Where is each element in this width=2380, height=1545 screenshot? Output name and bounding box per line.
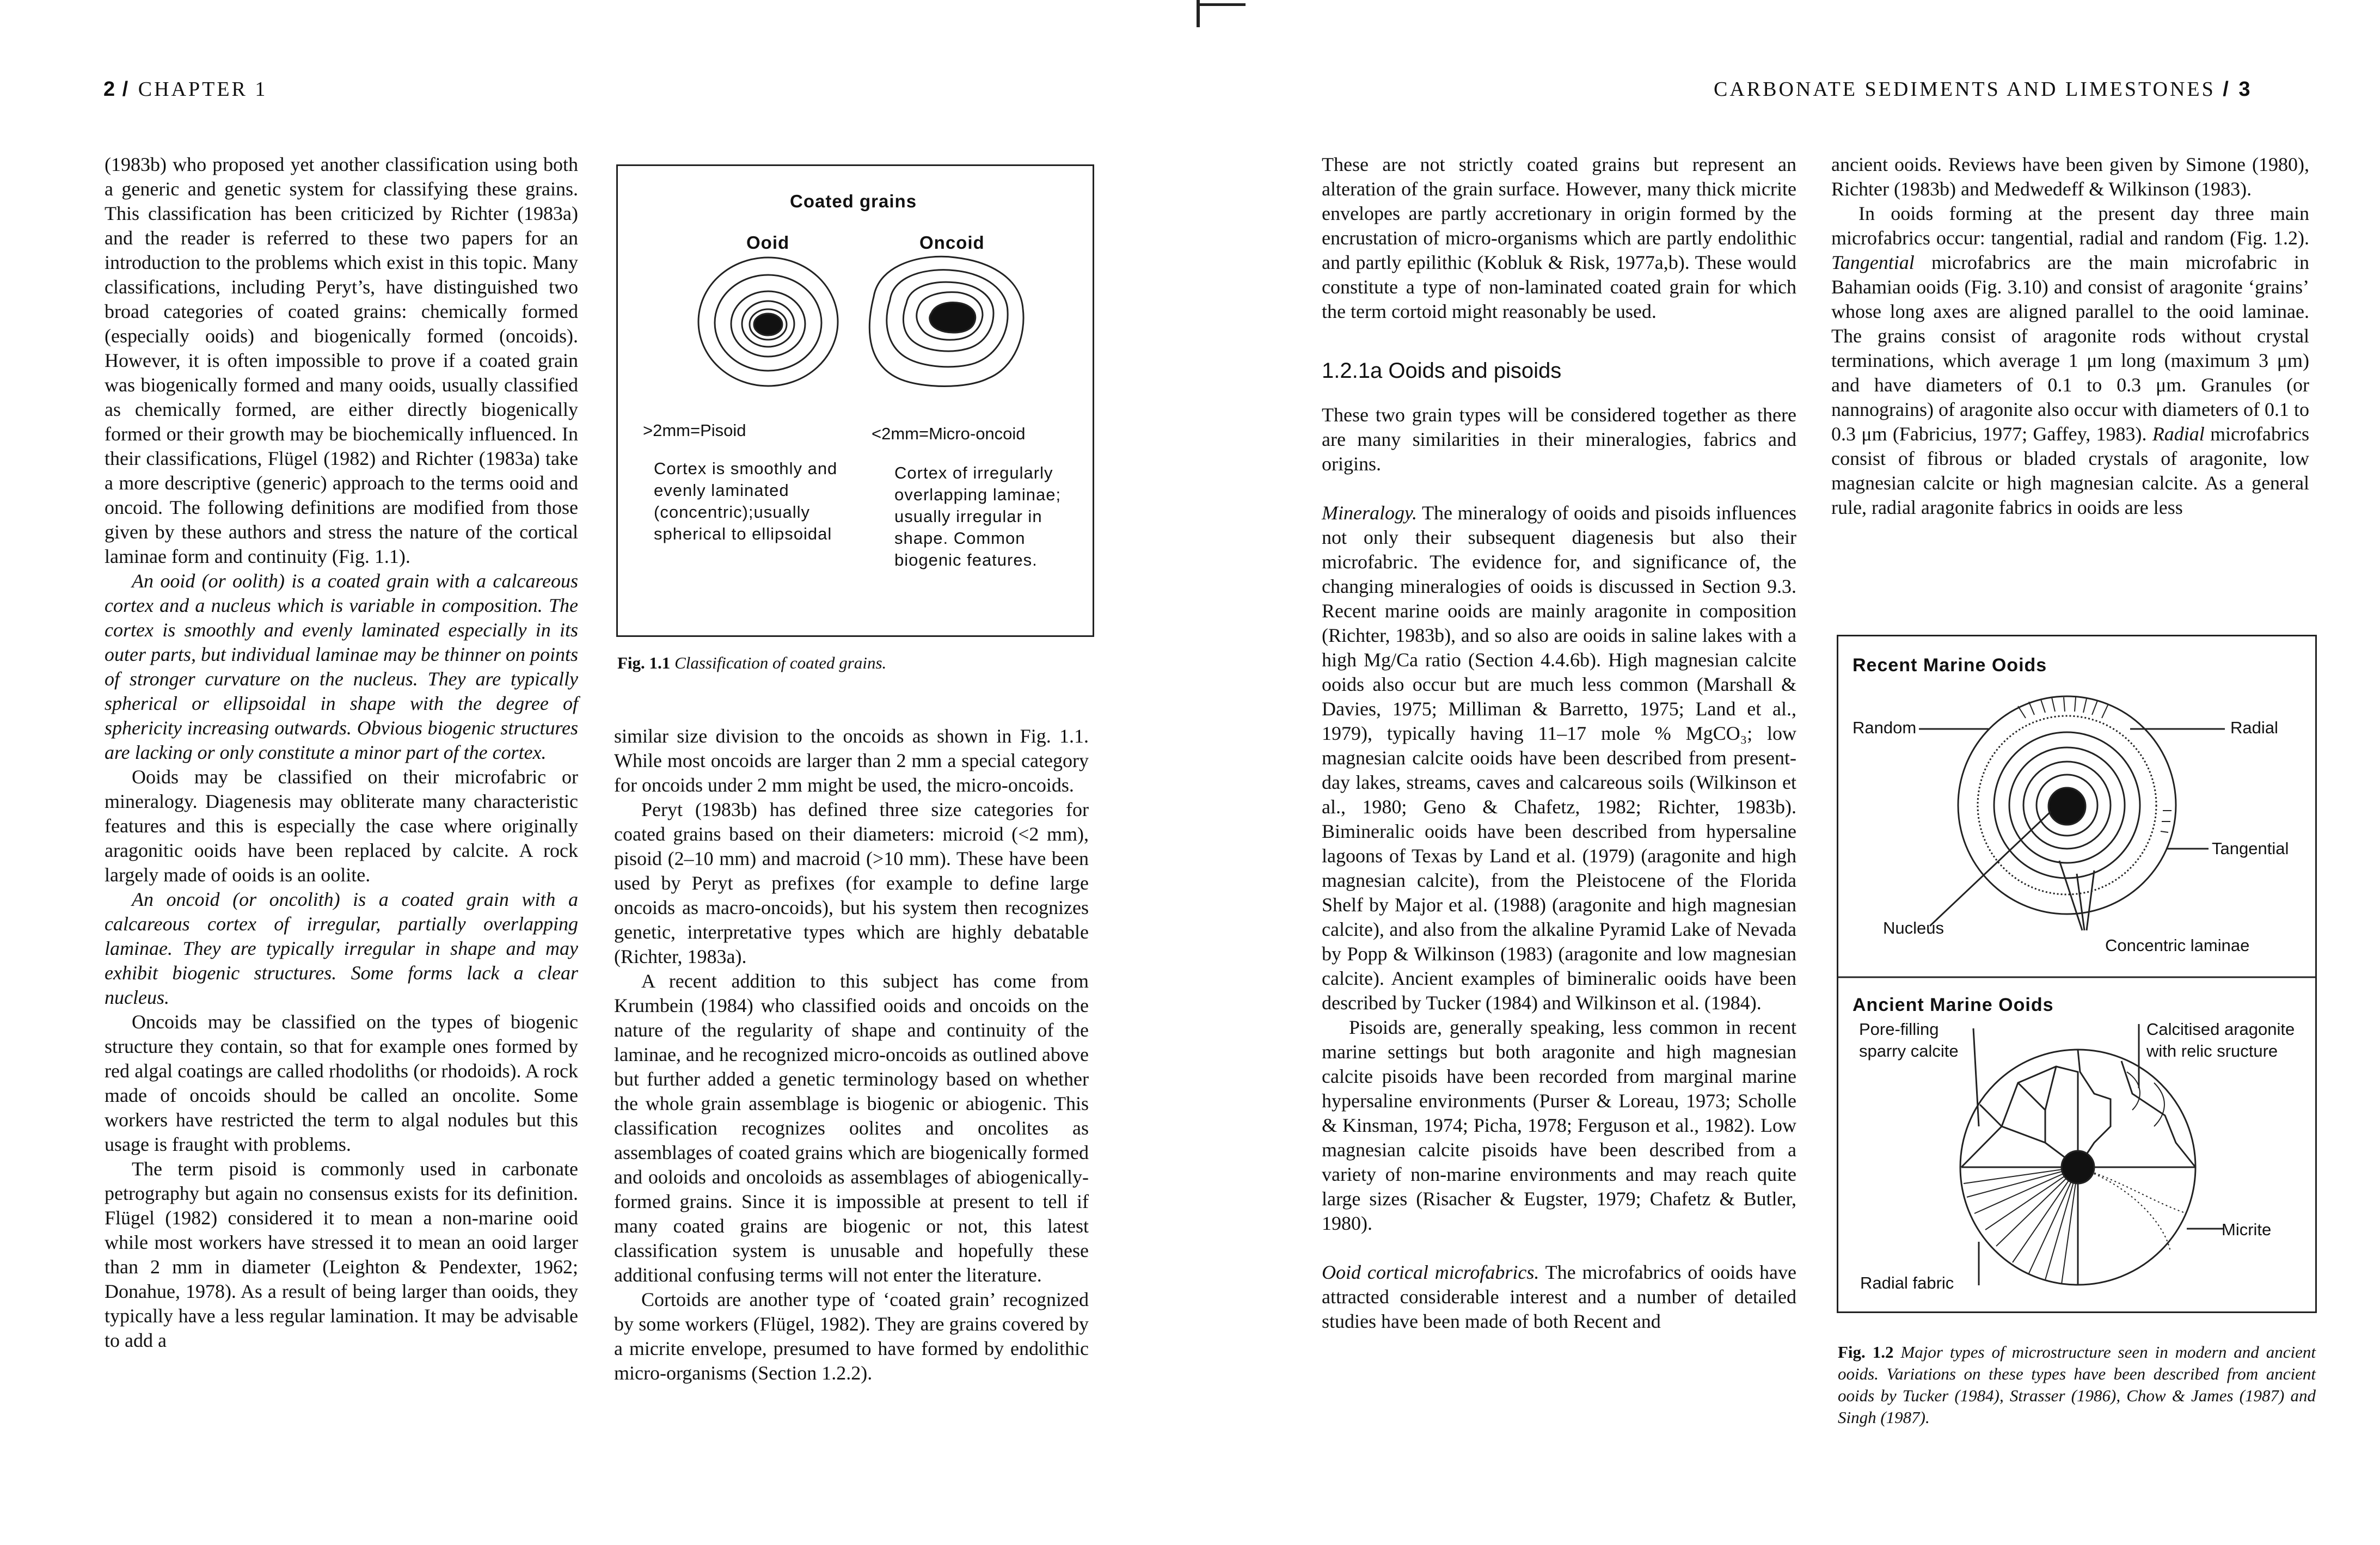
fig2-ancient-title: Ancient Marine Ooids <box>1853 995 2054 1015</box>
col2-paragraph: similar size division to the oncoids as shown in Fig. 1.1. While most oncoids are larger than 2 mm a special category for oncoids under 2 mm might be used, the micro-oncoids. <box>614 725 1089 796</box>
oncoid-drawing <box>869 256 1023 386</box>
fig2-calcitised-2: with relic sructure <box>2146 1041 2278 1060</box>
ooid-definition: An ooid (or oolith) is a coated grain with a calcareous cortex and a nucleus which is variable in composition. The cortex is smoothly and evenly laminated especially in its outer parts, but individual laminae may be thinner on points of stronger curvature on the nucleus. They are typically spherical or ellipsoidal in shape with the degree of sphericity increasing outwards. Obvious biogenic structures are lacking or only constitute a minor part of the cortex. <box>105 570 578 763</box>
left-chapter-title: CHAPTER 1 <box>138 78 268 101</box>
fig2-pore-filling-2: sparry calcite <box>1859 1041 1959 1060</box>
fig1-oncoid-label: Oncoid <box>919 232 985 253</box>
fig2-tangential-label: Tangential <box>2212 839 2289 858</box>
mineralogy-paragraph <box>1322 501 1796 1015</box>
recent-ooid-drawing <box>1919 696 2225 930</box>
fig2-concentric-label: Concentric laminae <box>2105 936 2250 955</box>
col1-paragraph: Ooids may be classified on their microfabric or mineralogy. Diagenesis may obliterate many characteristic features and this is especially the case where originally aragonitic ooids have been replaced by calcite. A rock largely made of ooids is an oolite. <box>105 766 578 886</box>
fig1-oncoid-description: Cortex of irregularly overlapping laminae; usually irregular in shape. Common biogenic features. <box>894 463 1062 569</box>
fig2-pore-filling-1: Pore-filling <box>1859 1020 1939 1039</box>
col3-paragraph: These are not strictly coated grains but represent an alteration of the grain surface. However, many thick micrite envelopes are partly accretionary in origin formed by the encrustation of micro-organisms which are partly endolithic and partly epilithic (Kobluk & Risk, 1977a,b). These would constitute a type of non-laminated coated grain for which the term cortoid might reasonably be used. <box>1322 154 1796 322</box>
microfabric-text: The microfabrics of ooids have attracted considerable interest and a number of detailed studies have been made of both Recent and <box>1322 1261 1796 1332</box>
right-column-3 <box>1322 152 1796 1334</box>
fig2-radial-fabric-label: Radial fabric <box>1860 1273 1954 1292</box>
col1-paragraph: Oncoids may be classified on the types of biogenic structure they contain, so that for example ones formed by red algal coatings are called rhodoliths (or rhodoids). A rock made of oncoids should be called an oncolite. Some workers have restricted the term to algal nodules but this usage is fraught with problems. <box>105 1011 578 1155</box>
fig2-radial-label: Radial <box>2230 718 2278 737</box>
gutter-mark <box>1197 3 1246 6</box>
right-column-4 <box>1831 152 2309 520</box>
col4-paragraph: In ooids forming at the present day three main microfabrics occur: tangential, radial and random (Fig. 1.2). Tangential microfabrics are the main microfabric in Bahamian ooids (Fig. 3.10) and consist of aragonite ‘grains’ whose long axes are aligned parallel to the ooid laminae. The grains consist of aragonite rods without crystal terminations, which average 1 μm long (maximum 3 μm) and have diameters of 0.1 to 0.3 μm. Granules (or nannograins) of aragonite also occur with diameters of 0.1 to 0.3 μm (Fabricius, 1977; Gaffey, 1983). Radial microfabrics consist of fibrous or bladed crystals of aragonite, low magnesian calcite or high magnesian calcite. As a general rule, radial aragonite fabrics in ooids are less <box>1831 203 2310 518</box>
mineralogy-label: Mineralogy. <box>1322 502 1417 524</box>
section-heading: 1.2.1a Ooids and pisoids <box>1322 359 1562 383</box>
fig2-nucleus-label: Nucleus <box>1883 918 1944 937</box>
fig2-caption-text: Major types of microstructure seen in modern and ancient ooids. Variations on these types have been described from ancient ooids by Tucker (1984), Strasser (1986), Chow & James (1987) and Singh (1987). <box>1838 1342 2316 1427</box>
fig1-ooid-description: Cortex is smoothly and evenly laminated (concentric);usually spherical to ellipsoidal <box>654 459 838 543</box>
col1-paragraph: The term pisoid is commonly used in carbonate petrography but again no consensus exists for its definition. Flügel (1982) considered it to mean a non-marine ooid while most workers have stressed it to mean an ooid larger than 2 mm in diameter (Leighton & Pendexter, 1962; Donahue, 1978). As a result of being larger than ooids, they typically have a less regular lamination. It may be advisable to add a <box>105 1158 578 1351</box>
fig1-ooid-label: Ooid <box>746 232 790 253</box>
ancient-ooid-drawing <box>1960 1024 2224 1285</box>
microfabric-paragraph <box>1322 1260 1796 1334</box>
col4-paragraph: ancient ooids. Reviews have been given by Simone (1980), Richter (1983b) and Medwedeff & Wilkinson (1983). <box>1831 154 2309 200</box>
col2-paragraph: Cortoids are another type of ‘coated grain’ recognized by some workers (Flügel, 1982). They are grains covered by a micrite envelope, presumed to have formed by endolithic micro-organisms (Section 1.2.2). <box>614 1289 1089 1384</box>
col1-paragraph: (1983b) who proposed yet another classification using both a generic and genetic system for classifying these grains. This classification has been criticized by Richter (1983a) and the reader is referred to these two papers for an introduction to the problems which exist in this topic. Many classifications, including Peryt’s, have distinguished two broad categories of coated grains: chemically formed (especially ooids) and biogenically formed (oncoids). However, it is often impossible to prove if a coated grain was biogenically formed and many ooids, usually classified as chemically formed, are either directly biogenically formed or their growth may be biochemically influenced. In their classifications, Flügel (1982) and Richter (1983a) take a more descriptive (generic) approach to the terms ooid and oncoid. The following definitions are modified from those given by these authors and stress the nature of the cortical laminae form and continuity (Fig. 1.1). <box>105 154 578 567</box>
fig2-calcitised-1: Calcitised aragonite <box>2146 1020 2295 1039</box>
fig1-oncoid-size: <2mm=Micro-oncoid <box>872 424 1026 443</box>
pisoid-paragraph: Pisoids are, generally speaking, less common in recent marine settings but both aragonite and high magnesian calcite pisoids have been recorded from marginal marine hypersaline environments (Purser & Loreau, 1973; Scholle & Kinsman, 1974; Picha, 1978; Ferguson et al., 1982). Low magnesian calcite pisoids have been described from a variety of non-marine environments and may reach quite large sizes (Risacher & Eugster, 1979; Chafetz & Butler, 1980). <box>1322 1016 1796 1234</box>
left-running-head: 2 / CHAPTER 1 <box>103 78 268 101</box>
fig2-random-label: Random <box>1853 718 1917 737</box>
right-page-number: 3 <box>2238 78 2250 101</box>
fig2-micrite-label: Micrite <box>2222 1220 2272 1239</box>
fig1-title: Coated grains <box>790 191 917 211</box>
left-column-1 <box>105 152 578 1353</box>
col2-paragraph: Peryt (1983b) has defined three size categories for coated grains based on their diameters: microid (<2 mm), pisoid (2–10 mm) and macroid (>10 mm). These have been used by Peryt as prefixes (for example to define large oncoids as macro-oncoids), but his system then recognizes genetic, interpretative types which are highly debatable (Richter, 1983a). <box>614 799 1089 967</box>
microfabric-label: Ooid cortical microfabrics. <box>1322 1261 1539 1283</box>
right-book-title: CARBONATE SEDIMENTS AND LIMESTONES <box>1714 78 2216 101</box>
fig2-caption-label: Fig. 1.2 <box>1838 1342 1894 1362</box>
mineralogy-text: The mineralogy of ooids and pisoids influences not only their subsequent diagenesis but also their microfabric. The evidence for, and significance of, the changing mineralogies of ooids is discussed in Section 9.3. Recent marine ooids are mainly aragonite in composition (Richter, 1983b), and so also are ooids in saline lakes with a high Mg/Ca ratio (Section 4.4.6b). High magnesian calcite ooids also occur but are much less common (Marshall & Davies, 1975; Milliman & Barretto, 1975; Land et al., 1979), typically having 11–17 mole % MgCO₃; low magnesian calcite ooids have been described from present-day lakes, streams, caves and calcareous soils (Wilkinson et al., 1980; Geno & Chafetz, 1982; Richter, 1983b). Bimineralic ooids have been described from hypersaline lagoons of Texas by Land et al. (1979) (aragonite and high magnesian calcite), from the Pleistocene of the Florida Shelf by Major et al. (1988) (aragonite and high magnesian calcite), and also from the alkaline Pyramid Lake of Nevada by Popp & Wilkinson (1983) (aragonite and low magnesian calcite). Ancient examples of bimineralic ooids have been described by Tucker (1984) and Wilkinson et al. (1984). <box>1322 502 1797 1014</box>
col3-paragraph: These two grain types will be considered together as there are many similarities in their mineralogies, fabrics and origins. <box>1322 404 1796 475</box>
right-running-head: CARBONATE SEDIMENTS AND LIMESTONES / 3 <box>1714 78 2250 101</box>
figure-1-1 <box>616 164 1094 637</box>
fig1-ooid-size: >2mm=Pisoid <box>643 421 746 440</box>
fig1-caption-label: Fig. 1.1 <box>617 653 671 672</box>
ooid-drawing <box>698 258 838 386</box>
oncoid-definition: An oncoid (or oncolith) is a coated grain with a calcareous cortex of irregular, partially overlapping laminae. They are typically irregular in shape and may exhibit biogenic structures. Some forms lack a clear nucleus. <box>105 888 578 1008</box>
col2-paragraph: A recent addition to this subject has come from Krumbein (1984) who classified ooids and oncoids on the nature of the regularity of shape and continuity of the laminae, and he recognized micro-oncoids as outlined above but further added a genetic terminology based on whether the whole grain assemblage is biogenic or abiogenic. This classification recognizes oolites and oncolites as assemblages of coated grains which are biogenically formed and ooloids and oncoloids as assemblages of abiogenically-formed grains. Since it is impossible at present to tell if many coated grains are biogenic or not, this latest classification system is unusable and hopefully these additional confusing terms will not enter the literature. <box>614 970 1089 1286</box>
fig1-caption-text: Classification of coated grains. <box>674 653 887 672</box>
left-column-2 <box>614 724 1089 1385</box>
fig1-caption <box>617 652 1096 674</box>
fig2-caption <box>1838 1341 2316 1428</box>
figure-1-2 <box>1837 635 2317 1313</box>
left-page-number: 2 <box>103 78 115 101</box>
fig2-recent-title: Recent Marine Ooids <box>1853 655 2047 676</box>
